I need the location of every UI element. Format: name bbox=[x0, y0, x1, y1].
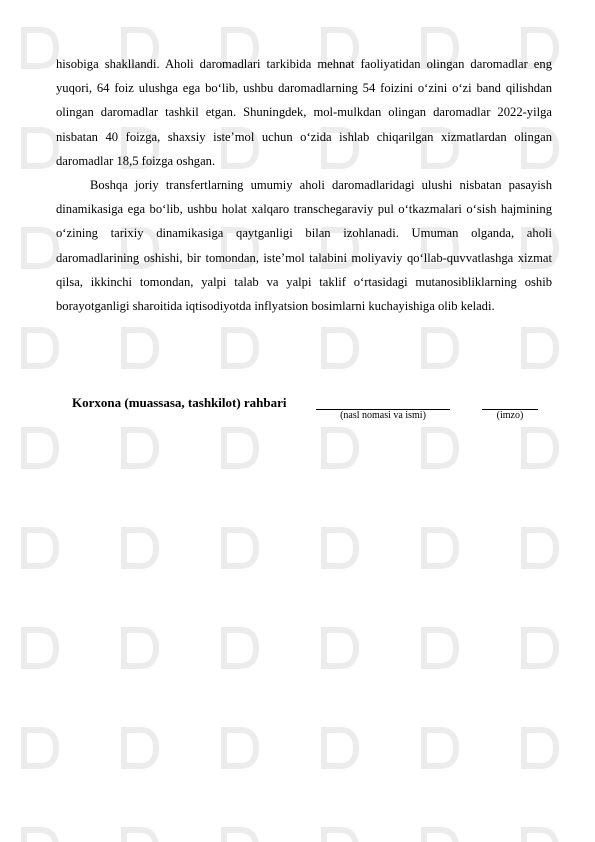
sign-caption: (imzo) bbox=[496, 410, 524, 421]
watermark-glyph bbox=[124, 630, 156, 666]
watermark-glyph bbox=[124, 430, 156, 466]
paragraph-continuation: hisobiga shakllandi. Aholi daromadlari tarkibida mehnat faoliyatidan olingan daromadlar eng yuqori, 64 foiz ulushga ega bo‘lib, ushbu daromadlarning 54 foizini o‘zini o‘zi band qilishdan olingan daromadlar tashkil etgan. Shuningdek, mol-mulkdan olingan daromadlar 2022-yilga nisbatan 40 foizga, shaxsiy iste’mol uchun o‘zida ishlab chiqarilgan xizmatlardan olingan daromadlar 18,5 foizga oshgan. bbox=[56, 57, 552, 168]
watermark-glyph bbox=[224, 830, 256, 842]
watermark-glyph bbox=[524, 530, 556, 566]
watermark-glyph bbox=[124, 830, 156, 842]
watermark-glyph bbox=[524, 430, 556, 466]
watermark-glyph bbox=[24, 530, 56, 566]
watermark-glyph bbox=[124, 530, 156, 566]
watermark-glyph bbox=[524, 630, 556, 666]
watermark-glyph bbox=[24, 830, 56, 842]
watermark-glyph bbox=[24, 430, 56, 466]
watermark-glyph bbox=[324, 830, 356, 842]
watermark-glyph bbox=[424, 630, 456, 666]
watermark-glyph bbox=[324, 330, 356, 366]
watermark-glyph bbox=[524, 830, 556, 842]
watermark-glyph bbox=[224, 330, 256, 366]
watermark-glyph bbox=[424, 530, 456, 566]
watermark-glyph bbox=[324, 530, 356, 566]
watermark-glyph bbox=[124, 730, 156, 766]
watermark-glyph bbox=[24, 730, 56, 766]
body-text bbox=[56, 52, 552, 318]
watermark-glyph bbox=[324, 430, 356, 466]
watermark-glyph bbox=[424, 330, 456, 366]
watermark-glyph bbox=[24, 130, 56, 166]
watermark-glyph bbox=[224, 630, 256, 666]
watermark-glyph bbox=[324, 630, 356, 666]
watermark-glyph bbox=[224, 430, 256, 466]
watermark-glyph bbox=[524, 730, 556, 766]
watermark-glyph bbox=[424, 830, 456, 842]
watermark-glyph bbox=[24, 330, 56, 366]
watermark-glyph bbox=[324, 730, 356, 766]
watermark-glyph bbox=[524, 330, 556, 366]
paragraph-transfers: Boshqa joriy transfertlarning umumiy aholi daromadlaridagi ulushi nisbatan pasayish dinamikasiga ega bo‘lib, ushbu holat xalqaro transchegaraviy pul o‘tkazmalari o‘sish hajmining o‘zining tarixiy dinamikasiga qaytganligi bilan izohlanadi. Umuman olganda, aholi daromadlarining oshishi, bir tomondan, iste’mol talabini moliyaviy qo‘llab-quvvatlashga xizmat qilsa, ikkinchi tomondan, yalpi talab va yalpi taklif o‘rtasidagi mutanosibliklarning oshib borayotganligi sharoitida iqtisodiyotda inflyatsion bosimlarni kuchayishiga olib keladi. bbox=[56, 178, 552, 314]
signature-label: Korxona (muassasa, tashkilot) rahbari bbox=[72, 395, 287, 410]
name-caption: (nasl nomasi va ismi) bbox=[340, 410, 426, 421]
watermark-glyph bbox=[424, 730, 456, 766]
watermark-glyph bbox=[424, 430, 456, 466]
watermark-glyph bbox=[124, 330, 156, 366]
watermark-glyph bbox=[24, 630, 56, 666]
watermark-glyph bbox=[224, 530, 256, 566]
watermark-glyph bbox=[24, 30, 56, 66]
watermark-glyph bbox=[24, 230, 56, 266]
signature-block bbox=[72, 395, 552, 435]
watermark-glyph bbox=[224, 730, 256, 766]
